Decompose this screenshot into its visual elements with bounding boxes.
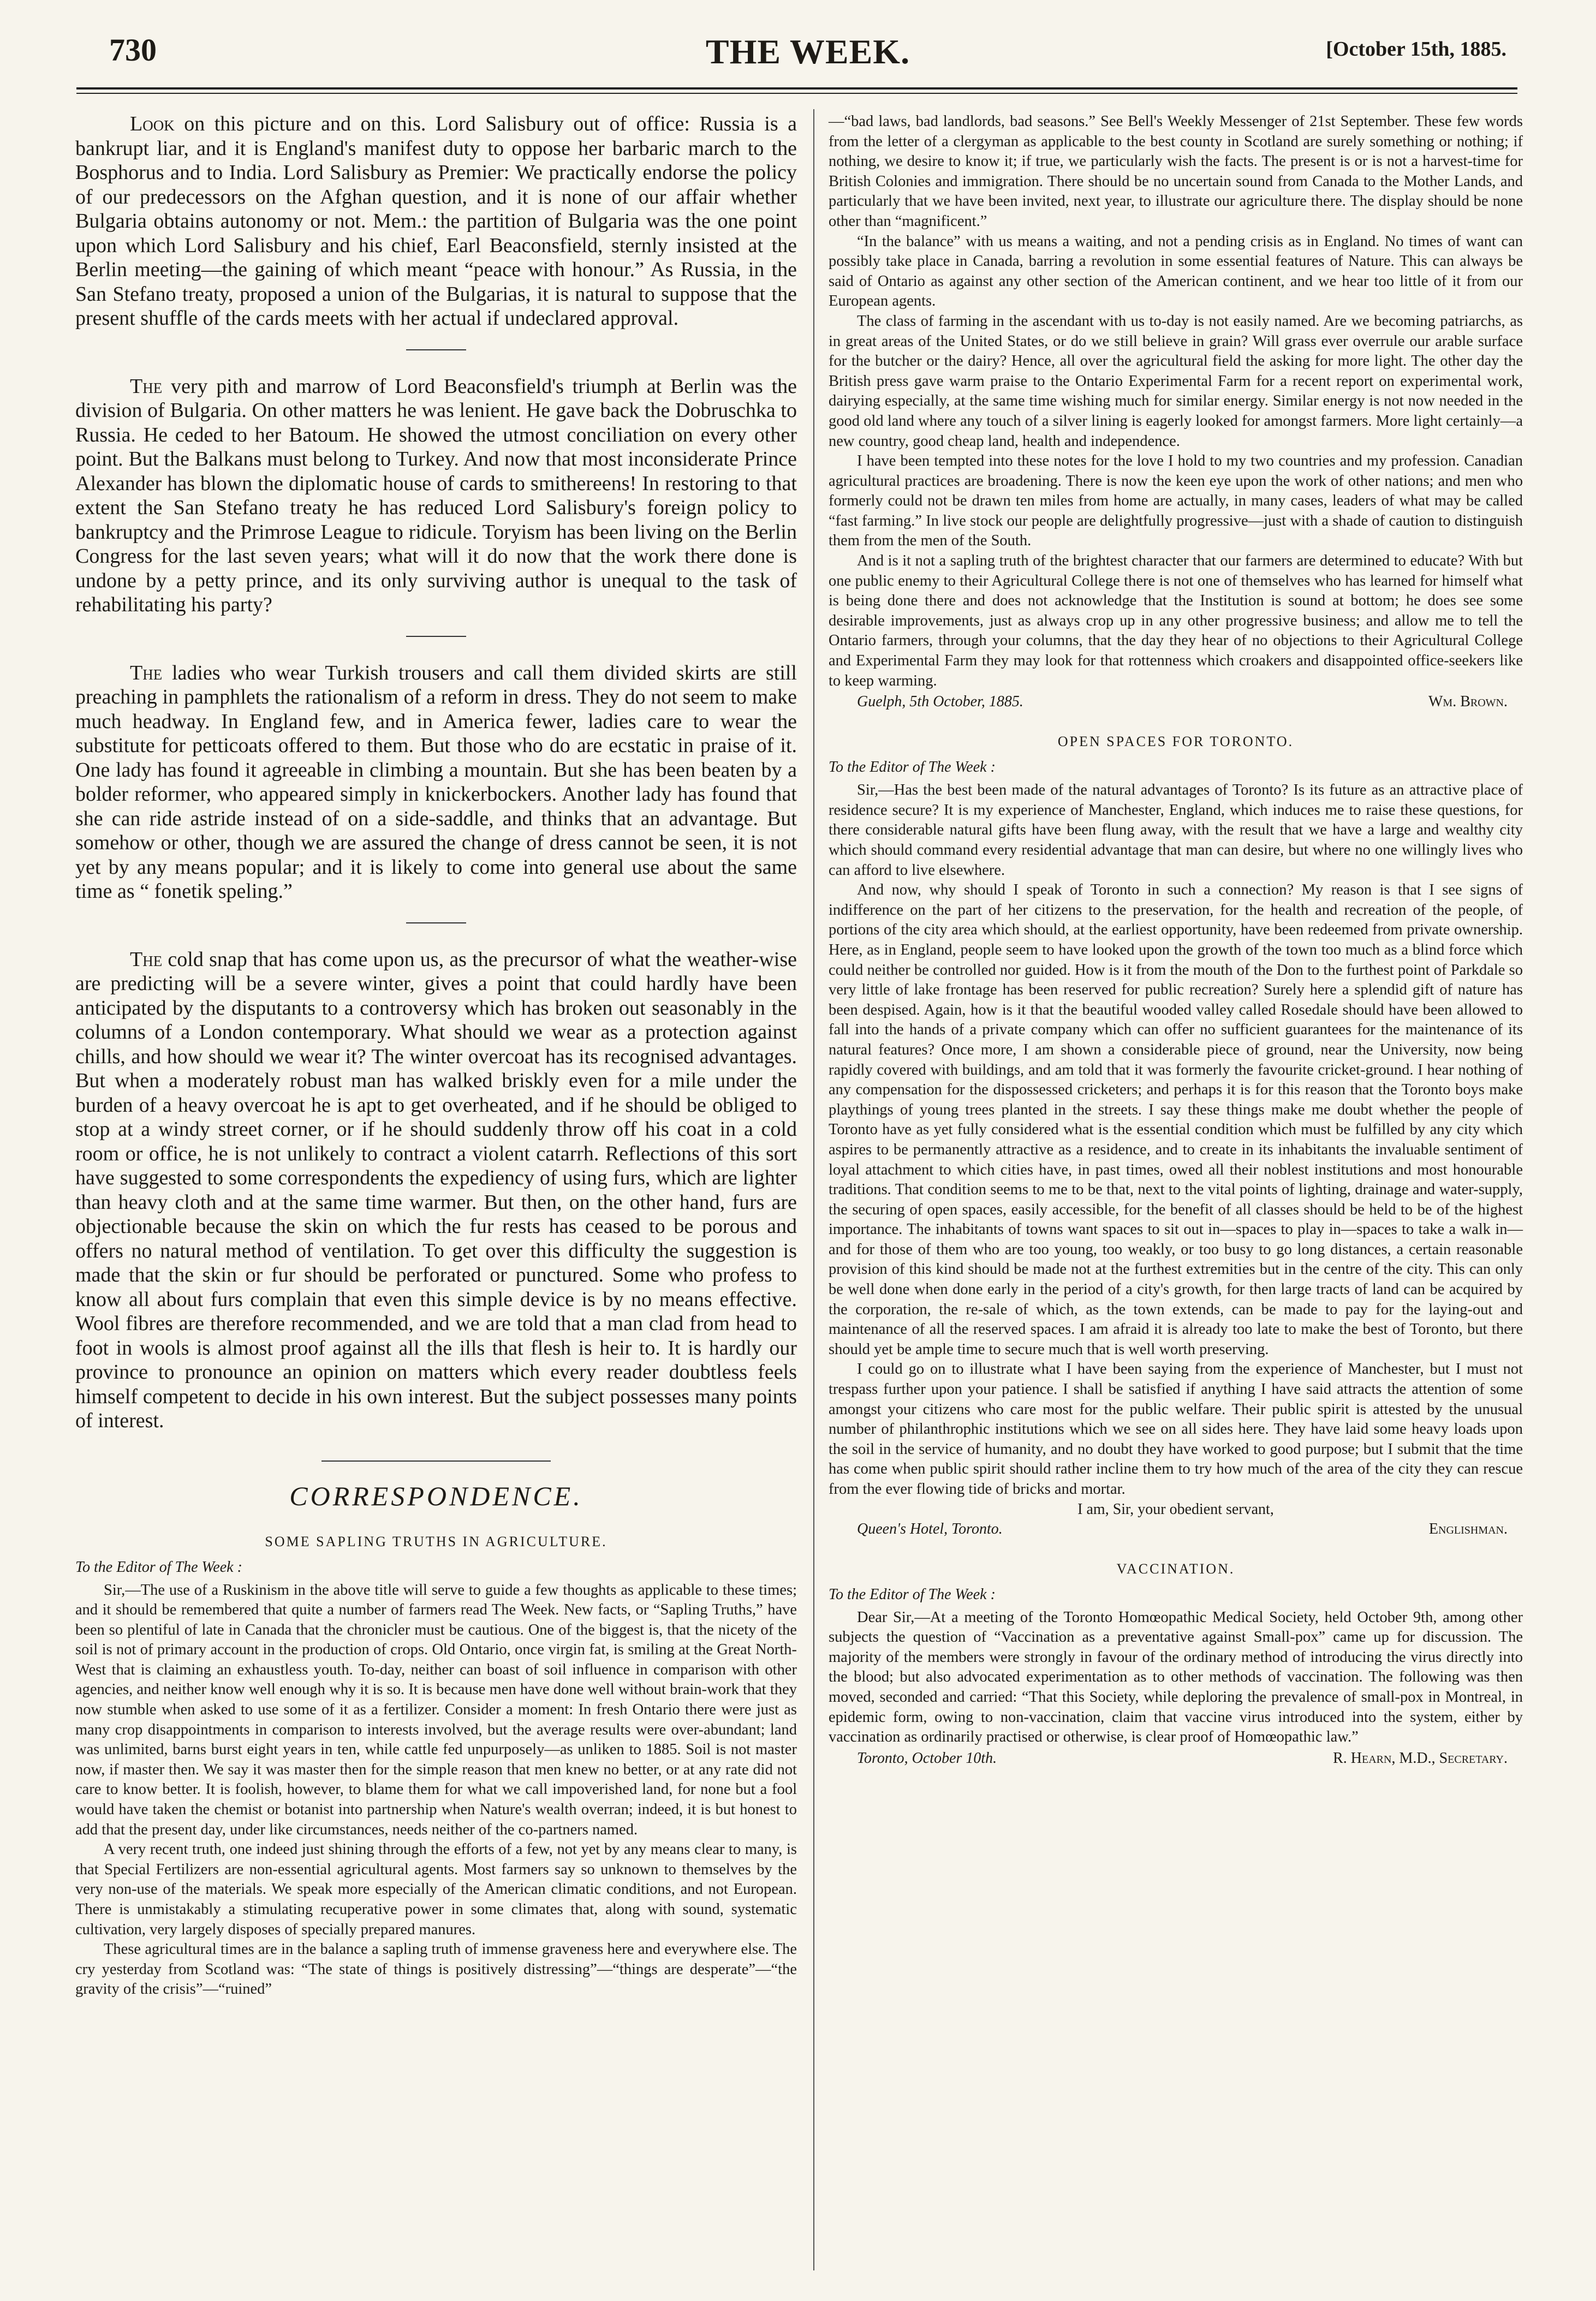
left-column [75,112,797,2000]
letter-paragraph: Dear Sir,—At a meeting of the Toronto Homœopathic Medical Society, held October 9th, among other subjects the question of “Vaccination as a preventative against Small-pox” came up for discussion. The majority of the members were strongly in favour of the ordinary method of introducing the virus directly into the blood; but also advocated experimentation as to other methods of vaccination. The following was then moved, seconded and carried: “That this Society, while deploring the prevalence of small-pox in Montreal, in epidemic form, owing to non-vaccination, claim that vaccine virus introduced into the system, either by vaccination as ordinarily practised or otherwise, is clear proof of Homœopathic law.” [829,1608,1523,1746]
letter-paragraph: And now, why should I speak of Toronto in such a connection? My reason is that I see signs of indifference on the part of her citizens to the preservation, for the health and recreation of the people, of portions of the city area which should, at the earliest opportunity, have been redeemed from private ownership. Here, as in England, people seem to have looked upon the growth of the town too much as a blind force which could neither be controlled nor guided. How is it from the mouth of the Don to the furthest point of Parkdale so very little of lake frontage has been reserved for public recreation? Surely here a splendid gift of nature has been despised. Again, how is it that the beautiful wooded valley called Rosedale should have been allowed to fall into the hands of a private company which can offer no sufficient guarantees for the maintenance of its natural features? Once more, I am shown a considerable piece of ground, near the University, now being rapidly covered with buildings, and am told that it was formerly the favourite cricket-ground. I hear nothing of any compensation for the dispossessed cricketers; and perhaps it is for this reason that the Toronto boys make playthings of young trees planted in the streets. I say these things make me doubt whether the people of Toronto have as yet fully considered what is the essential condition which must be fulfilled by any city which aspires to be permanently attractive as a residence, and to create in its inhabitants the invaluable sentiment of loyal attachment to which cities have, in past times, owed all their noblest institutions and most honourable traditions. That condition seems to me to be that, next to the vital points of lighting, drainage and water-supply, the securing of open spaces, easily accessible, for the benefit of all classes should be held to be of the highest importance. The inhabitants of towns want spaces to sit out in—spaces to play in—spaces to take a walk in—and for those of them who are too young, too weakly, or too busy to go long distances, a certain reasonable provision of this kind should be made not at the furthest extremities but in the centre of the city. This can only be well done when done early in the period of a city's growth, for then large tracts of land can be acquired by the corporation, the re-sale of which, as the town extends, can be made to pay for the laying-out and maintenance of all the reserved spaces. I am afraid it is already too late to make the best of Toronto, but there should yet be ample time to secure much that is well worth preserving. [829,881,1523,1358]
letter-signoff [829,1750,1523,1767]
salutation: To the Editor of The Week : [829,759,996,776]
letter-signoff [829,693,1523,711]
letter-closing: I am, Sir, your obedient servant, [1077,1500,1274,1518]
column-divider [813,109,814,2270]
letter-paragraph: —“bad laws, bad landlords, bad seasons.” See Bell's Weekly Messenger of 21st September. These few words from the letter of a clergyman as applicable to the best county in Scotland are surely something or nothing; if nothing, we desire to know it; if true, we particularly wish the facts. The present is or is not a harvest-time for British Colonies and immigration. There should be no uncertain sound from Canada to the Mother Lands, and particularly that we have been invited, next year, to illustrate our agriculture there. The display should be none other than “magnificent.” [829,113,1523,230]
letter-place: Toronto, October 10th. [857,1749,997,1767]
letter-signature: Englishman. [1428,1520,1508,1537]
letter-place: Queen's Hotel, Toronto. [857,1520,1003,1537]
letter-place: Guelph, 5th October, 1885. [857,693,1023,711]
page-number: 730 [109,32,157,68]
letter-paragraph: Sir,—The use of a Ruskinism in the above title will serve to guide a few thoughts as applicable to these times; and it should be remembered that quite a number of farmers read The Week. New facts, or “Sapling Truths,” have been so plentiful of late in Canada that the chronicler must be cautious. One of the biggest is, that the nicety of the soil is not of primary account in the production of crops. Old Ontario, once virgin fat, is smiling at the Great North-West that is claiming an exhaustless youth. To-day, neither can boast of soil influence in comparison with other agencies, and neither know well enough why it is so. It is because men have done well without brain-work that they now stumble when asked to use some of it as a fertilizer. Consider a moment: In fresh Ontario there were just as many crop disappointments in comparison to interests involved, but the average results were over-abundant; land was unlimited, barns burst eight years in ten, while cattle fed unpurposely—as unliken to 1885. Soil is not master now, if master then. We say it was master then for the simple reason that men knew no better, or at any rate did not care to know better. It is foolish, however, to blame them for what we call impoverished land, for none but a fool would have taken the chemist or botanist into partnership when Nature's wealth overran; indeed, it is but honest to add that the present day, under like circumstances, needs neither of the co-partners named. [75,1581,797,1838]
letter-paragraph: The class of farming in the ascendant with us to-day is not easily named. Are we becoming patriarchs, as in great areas of the United States, or do we still believe in grain? Will grass ever overrule our arable surface for the butcher or the dairy? Hence, all over the agricultural field the asking for more light. The other day the British press gave warm praise to the Ontario Experimental Farm for a recent report on experimental work, dairying especially, at the same time wishing much for similar energy. Similar energy is not now needed in the good old land where any touch of a silver lining is eagerly looked for amongst farmers. More light certainly—a new country, good cheap land, health and independence. [829,312,1523,450]
section-separator [321,1461,551,1462]
note-separator [406,636,466,637]
editorial-note: The very pith and marrow of Lord Beaconsfield's triumph at Berlin was the division of Bulgaria. On other matters he was lenient. He gave back the Dobruschka to Russia. He ceded to her Batoum. He showed the utmost conciliation on every other point. But the Balkans must belong to Turkey. And now that most inconsiderate Prince Alexander has blown the diplomatic house of cards to smithereens! In restoring to that extent the San Stefano treaty he has reduced Lord Salisbury's foreign policy to bankruptcy and the Primrose League to ridicule. Toryism has been living on the Berlin Congress for the last seven years; what will it do now that the work there done is undone by a petty prince, and its only surviving author is unequal to the task of rehabilitating his party? [75,374,797,616]
letter-paragraph: I could go on to illustrate what I have been saying from the experience of Manchester, but I must not trespass further upon your patience. I shall be satisfied if anything I have said attracts the attention of some amongst your citizens who care most for the public welfare. Their public spirit is attested by the unusual number of philanthrophic institutions which we see on all sides here. They have laid some heavy loads upon the soil in the service of humanity, and no doubt they have worked to good purpose; but I submit that the time has come when public spirit should rather incline them to try how much of the area of the city they can rescue from the ever flowing tide of bricks and mortar. [829,1361,1523,1498]
letter-signature: R. Hearn, M.D., Secretary. [1333,1749,1508,1767]
letter-title: OPEN SPACES FOR TORONTO. [1057,734,1294,750]
salutation: To the Editor of The Week : [75,1558,242,1576]
correspondence-heading: CORRESPONDENCE. [289,1480,583,1511]
letter-paragraph: Sir,—Has the best been made of the natural advantages of Toronto? Is its future as an attractive place of residence secure? It is my experience of Manchester, England, which induces me to raise these questions, for there considerable natural gifts have been flung away, with the result that we have a large and wealthy city which should command every residential advantage that man can desire, but where no one willingly lives who can afford to live elsewhere. [829,782,1523,879]
editorial-note: The cold snap that has come upon us, as the precursor of what the weather-wise are predicting will be a severe winter, gives a point that could hardly have been anticipated by the disputants to a controversy which has broken out seasonably in the columns of a London contemporary. What should we wear as a protection against chills, and how should we wear it? The winter overcoat has its recognised advantages. But when a moderately robust man has walked briskly even for a mile under the burden of a heavy overcoat he is apt to get overheated, and if he should be obliged to stop at a windy street corner, or if he should suddenly throw off his coat in a cold room or office, he is not unlikely to contract a violent catarrh. Reflections of this sort have suggested to some correspondents the expediency of using furs, which are lighter than heavy cloth and at the same time warmer. But then, on the other hand, furs are objectionable because the skin on which the fur rests has ceased to be porous and offers no natural method of ventilation. To get over this difficulty the suggestion is made that the skin or fur should be perforated or punctured. Some who profess to know all about furs complain that even this simple device is by no means effective. Wool fibres are therefore recommended, and we are told that a man clad from head to foot in wools is almost proof against all the ills that flesh is heir to. It is hardly our province to pronounce an opinion on matters which every reader doubtless feels himself competent to decide in his own interest. But the subject possesses many points of interest. [75,947,797,1432]
letter-signoff [829,1521,1523,1538]
page-header [109,32,1506,75]
letter-paragraph: And is it not a sapling truth of the brightest character that our farmers are determined to educate? With but one public enemy to their Agricultural College there is not one of themselves who has learned for himself what is being done there and does not acknowledge that the Institution is sound at bottom; he does see some desirable improvements, just as always crop up in any other progressive business; and allow me to tell the Ontario farmers, through your columns, that the day they hear of no objections to their Agricultural College and Experimental Farm they may look for that rottenness which croakers and disappointed office-seekers like to keep warming. [829,552,1523,689]
note-separator [406,349,466,350]
note-separator [406,922,466,923]
letter-signature: Wm. Brown. [1428,693,1508,711]
editorial-note: The ladies who wear Turkish trousers and call them divided skirts are still preaching in pamphlets the rationalism of a reform in dress. They do not seem to make much headway. In England few, and in America fewer, ladies care to wear the substitute for petticoats offered to them. But those who do are ecstatic in praise of it. One lady has found it agreeable in climbing a mountain. But she has been beaten by a bolder reformer, who appeared simply in knickerbockers. Another lady has found that she can ride astride instead of on a side-saddle, and thinks that an advantage. But somehow or other, though we are assured the change of dress cannot be seen, it is not yet by any means popular; and it is likely to come into general use about the same time as “ fonetik speling.” [75,661,797,903]
letter-paragraph: A very recent truth, one indeed just shining through the efforts of a few, not yet by any means clear to many, is that Special Fertilizers are non-essential agricultural agents. Most farmers say so unknown to themselves by the very non-use of the materials. We speak more especially of the American climatic conditions, and not European. There is unmistakably a stimulating recuperative power in some climates that, along with sound, systematic cultivation, very largely disposes of specially prepared manures. [75,1841,797,1938]
salutation: To the Editor of The Week : [829,1585,996,1603]
issue-date: [October 15th, 1885. [1326,38,1506,61]
header-rule [76,87,1517,90]
letter-paragraph: “In the balance” with us means a waiting, and not a pending crisis as in England. No times of want can possibly take place in Canada, barring a revolution in some essential features of Nature. This can always be said of Ontario as against any other section of the American continent, and we hear too little of it from our European agents. [829,233,1523,310]
editorial-note: Look on this picture and on this. Lord Salisbury out of office: Russia is a bankrupt liar, and it is England's manifest duty to oppose her barbaric march to the Bosphorus and to India. Lord Salisbury as Premier: We practically endorse the policy of our predecessors on the Afghan question, and it is none of our affair whether Bulgaria obtains autonomy or not. Mem.: the partition of Bulgaria was the one point upon which Lord Salisbury and his chief, Earl Beaconsfield, sternly insisted at the Berlin meeting—the gaining of which meant “peace with honour.” As Russia, in the San Stefano treaty, proposed a union of the Bulgarias, it is natural to suppose that the present shuffle of the cards meets with her actual if undeclared approval. [75,112,797,330]
right-column [829,112,1523,1767]
letter-title: VACCINATION. [1116,1560,1235,1577]
header-rule-thin [76,93,1517,94]
masthead-title: THE WEEK. [705,32,910,71]
letter-title: SOME SAPLING TRUTHS IN AGRICULTURE. [265,1533,608,1549]
letter-paragraph: I have been tempted into these notes for the love I hold to my two countries and my profession. Canadian agricultural practices are broadening. There is now the keen eye upon the work of other nations; and men who formerly could not be drawn ten miles from home are actually, in many cases, leaders of what may be called “fast farming.” In live stock our people are delightfully progressive—just with a shade of caution to distinguish them from the men of the South. [829,452,1523,550]
letter-paragraph: These agricultural times are in the balance a sapling truth of immense graveness here and everywhere else. The cry yesterday from Scotland was: “The state of things is positively distressing”—“things are desperate”—“the gravity of the crisis”—“ruined” [75,1941,797,1998]
